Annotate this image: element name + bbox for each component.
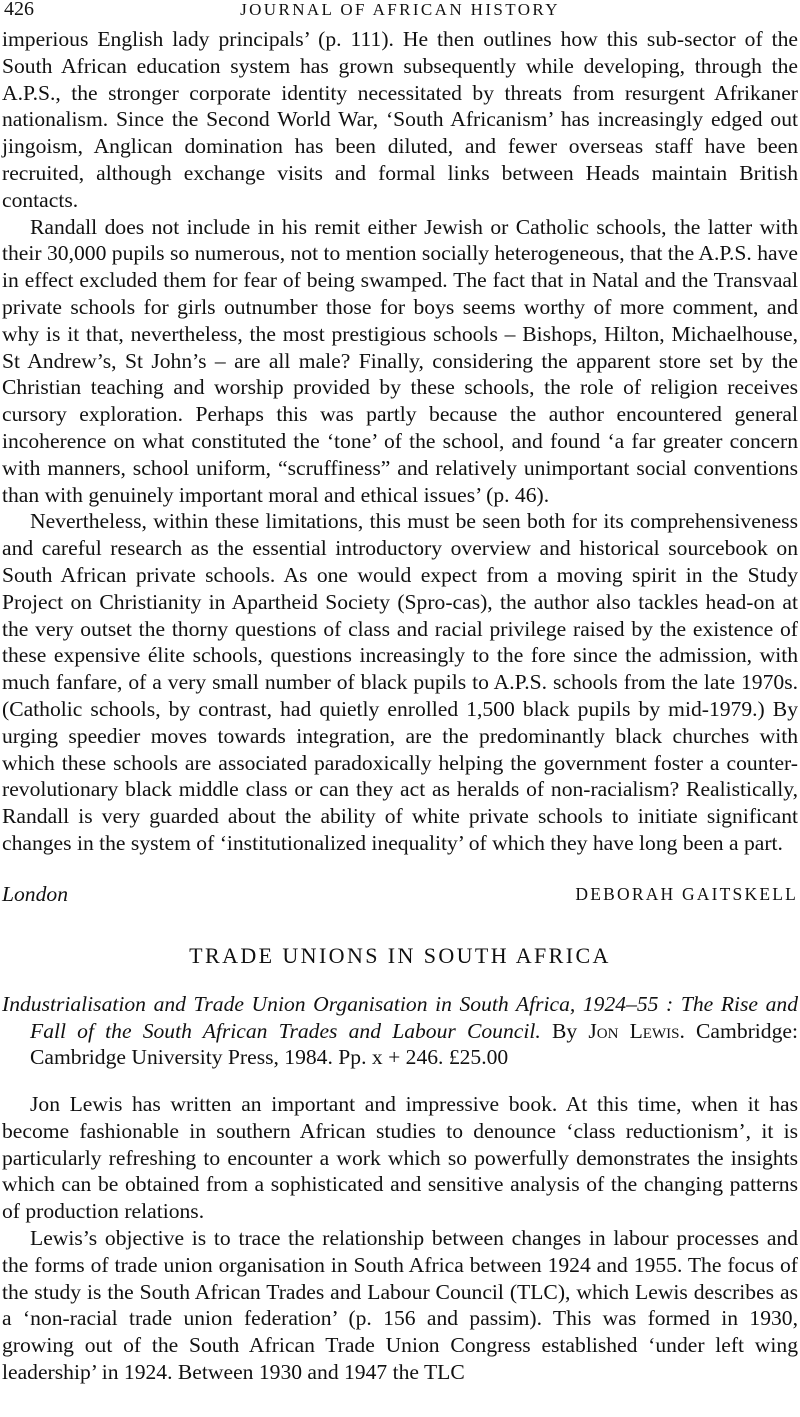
reviewer-location: London — [2, 881, 68, 906]
page-number: 426 — [4, 0, 34, 20]
reviewer-name: DEBORAH GAITSKELL — [575, 883, 798, 904]
book-citation — [2, 991, 798, 1071]
by-label: By — [551, 1018, 578, 1043]
running-head — [2, 0, 798, 26]
review-paragraph: imperious English lady principals’ (p. 111). He then outlines how this sub-sector of the South African education system has grown subsequently while developing, through the A.P.S., the stronger corporate identity necessitated by threats from resurgent Afrikaner nationalism. Since the Second World War, ‘South Africanism’ has increasingly edged out jingoism, Anglican domination has been diluted, and fewer overseas staff have been recruited, although exchange visits and formal links between Heads maintain British contacts. — [2, 27, 798, 212]
publication-details: Cambridge: Cambridge University Press, 1984. Pp. x + 246. £25.00 — [30, 1018, 798, 1070]
review-paragraph: Jon Lewis has written an important and impressive book. At this time, when it has become fashionable in southern African studies to denounce ‘class reductionism’, it is particularly refreshing to encounter a work which so powerfully demonstrates the insights which can be obtained from a sophisticated and sensitive analysis of the changing patterns of production relations. — [2, 1092, 798, 1224]
review-paragraph: Randall does not include in his remit either Jewish or Catholic schools, the latter with their 30,000 pupils so numerous, not to mention socially heterogeneous, that the A.P.S. have in effect excluded them for fear of being swamped. The fact that in Natal and the Transvaal private schools for girls outnumber those for boys seems worthy of more comment, and why is it that, nevertheless, the most prestigious schools – Bishops, Hilton, Michaelhouse, St Andrew’s, St John’s – are all male? Finally, considering the apparent store set by the Christian teaching and worship provided by these schools, the role of religion receives cursory exploration. Perhaps this was partly because the author encountered general incoherence on what constituted the ‘tone’ of the school, and found ‘a far greater concern with manners, school uniform, “scruffiness” and relatively unimportant social conventions than with genuinely important moral and ethical issues’ (p. 46). — [2, 214, 798, 507]
review-paragraph: Lewis’s objective is to trace the relationship between changes in labour processes and the forms of trade union organisation in South Africa between 1924 and 1955. The focus of the study is the South African Trades and Labour Council (TLC), which Lewis describes as a ‘non-racial trade union federation’ (p. 156 and passim). This was formed in 1930, growing out of the South African Trade Union Congress established ‘under left wing leadership’ in 1924. Between 1930 and 1947 the TLC — [2, 1226, 798, 1385]
section-heading: TRADE UNIONS IN SOUTH AFRICA — [189, 942, 611, 968]
review-private-schools — [2, 26, 798, 907]
reviewer-signoff — [2, 882, 798, 907]
review-trade-unions — [2, 943, 798, 1386]
journal-title: JOURNAL OF AFRICAN HISTORY — [240, 0, 560, 19]
review-paragraph: Nevertheless, within these limitations, this must be seen both for its comprehensiveness and careful research as the essential introductory overview and historical sourcebook on South African private schools. As one would expect from a moving spirit in the Study Project on Christianity in Apartheid Society (Spro-cas), the author also tackles head-on at the very outset the thorny questions of class and racial privilege raised by the existence of these expensive élite schools, questions increasingly to the fore since the admission, with much fanfare, of a very small number of black pupils to A.P.S. schools from the late 1970s. (Catholic schools, by contrast, had quietly enrolled 1,500 black pupils by mid-1979.) By urging speedier moves towards integration, are the predominantly black churches with which these schools are associated paradoxically helping the government foster a counter-revolutionary black middle class or can they act as heralds of non-racialism? Realistically, Randall is very guarded about the ability of white private schools to initiate significant changes in the system of ‘institutionalized inequality’ of which they have long been a part. — [2, 509, 798, 855]
book-title: Industrialisation and Trade Union Organisation in South Africa, 1924–55 : The Rise and Fall of the South African Trades and Labour Council. — [2, 991, 798, 1043]
book-author: Jon Lewis. — [588, 1018, 685, 1043]
